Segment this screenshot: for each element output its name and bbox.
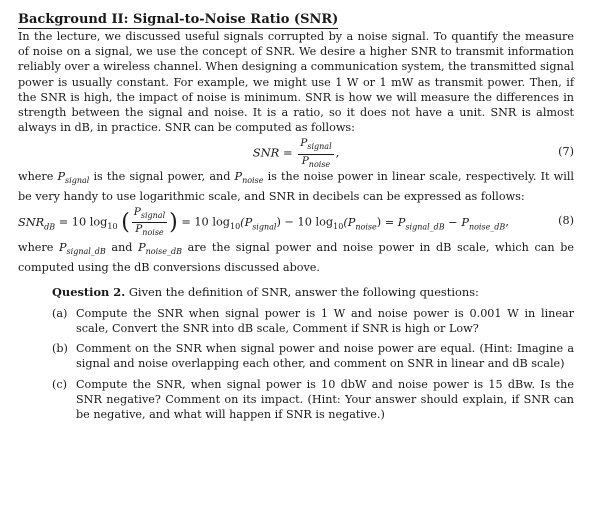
eq7-equals: =: [282, 146, 293, 161]
eq8-part3: − 10 log: [284, 215, 334, 229]
eq7-trail: ,: [335, 146, 340, 161]
question-item-label: (b): [52, 342, 68, 356]
eq8-lhs: $SNR_{dB}$: [18, 215, 56, 231]
after-eq8-paragraph: [18, 240, 574, 275]
question-item-a: [52, 306, 574, 336]
question-intro: Given the definition of SNR, answer the following questions:: [128, 284, 479, 299]
section-heading: Background II: Signal-to-Noise Ratio (SNR): [18, 12, 339, 27]
eq7-denominator-sub: noise: [308, 159, 331, 169]
question-item-label: (a): [52, 306, 68, 320]
eq8-part2-arg: ($P_{signal}$: [240, 215, 277, 231]
p-noise-db-symbol: $P_{noise\_dB}$: [138, 241, 182, 257]
document-page: [18, 8, 574, 427]
after-eq8-prefix: where: [18, 241, 54, 255]
after-eq8-rest: are the signal power and noise power in dB scale, which can be computed using the dB conversions discussed above.: [18, 241, 575, 274]
eq7-fraction: [298, 137, 333, 170]
question-title: [52, 285, 574, 300]
after-eq7-prefix: where: [18, 170, 54, 184]
equation-7: [18, 135, 574, 169]
eq8-part3-arg: ($P_{noise}$: [343, 215, 377, 231]
eq7-lhs: SNR: [252, 146, 280, 161]
section-heading-wrap: [18, 8, 574, 29]
question-item-b: [52, 341, 574, 371]
question-item-text: Comment on the SNR when signal power and noise power are equal. (Hint: Imagine a signal and noise overlapping each other, and comment on SNR in linear and dB scale): [76, 342, 574, 371]
question-2-block: [18, 285, 574, 422]
eq7-numerator: P: [300, 137, 308, 150]
p-noise-symbol: $P_{noise}$: [234, 170, 264, 186]
eq8-close-paren: ): [169, 210, 178, 236]
eq7-numerator-sub: signal: [307, 142, 332, 152]
question-item-label: (c): [52, 377, 67, 391]
question-item-text: Compute the SNR, when signal power is 10 dbW and noise power is 15 dBw. Is the SNR negative? Comment on its impact. (Hint: Your answer should explain, if SNR can be negative, and what will happen if SNR is negative.): [76, 377, 574, 421]
after-eq8-mid: and: [111, 241, 133, 255]
equation-8: $SNR_{dB} = 10$ $\log_{10}$ ( $\frac{P_{signal}}{P_{noise}}$ ) = 10 $\log_{10}(P_{signal}) - 10$ $\log_{10}(P_{noise}) = P_{signal\_dB} - P_{noise\_dB}$, (8): [18, 206, 574, 238]
eq7-number: (7): [558, 145, 574, 159]
eq8-open-paren: (: [121, 210, 130, 236]
eq8-part5: − $P_{noise\_dB}$: [448, 215, 506, 231]
eq8-part2: = 10 log: [181, 215, 230, 229]
question-label: Question 2.: [52, 284, 126, 299]
eq8-part4: = $P_{signal\_dB}$: [384, 215, 445, 231]
question-item-text: Compute the SNR when signal power is 1 W and noise power is 0.001 W in linear scale, Convert the SNR into dB scale, Comment if SNR is high or Low?: [76, 306, 574, 335]
after-eq7-mid: is the signal power, and: [93, 170, 231, 184]
eq8-part1: = 10 log: [58, 215, 108, 229]
question-item-c: [52, 377, 574, 423]
after-eq7-paragraph: [18, 169, 574, 204]
eq8-fraction: $\frac{P_{signal}}{P_{noise}}$: [133, 206, 166, 238]
intro-paragraph: In the lecture, we discussed useful signals corrupted by a noise signal. To quantify the measure of noise on a signal, we use the concept of SNR. We desire a higher SNR to transmit information reliably over a wireless channel. When designing a communication system, the transmitted signal power is usually constant. For example, we might use 1 W or 1 mW as transmit power. Then, if the SNR is high, the impact of noise is minimum. SNR is how we will measure the differences in strength between the signal and noise. It is a ratio, so it does not have a unit. SNR is almost always in dB, in practice. SNR can be computed as follows:: [18, 30, 574, 135]
p-signal-db-symbol: $P_{signal\_dB}$: [59, 241, 106, 257]
p-signal-symbol: $P_{signal}$: [57, 170, 90, 186]
eq7-denominator: P: [301, 154, 309, 167]
after-eq7-rest: is the noise power in linear scale, respectively. It will be very handy to use logarithmic scale, and SNR in decibels can be expressed as follows:: [18, 170, 574, 203]
eq8-number: (8): [558, 214, 574, 228]
